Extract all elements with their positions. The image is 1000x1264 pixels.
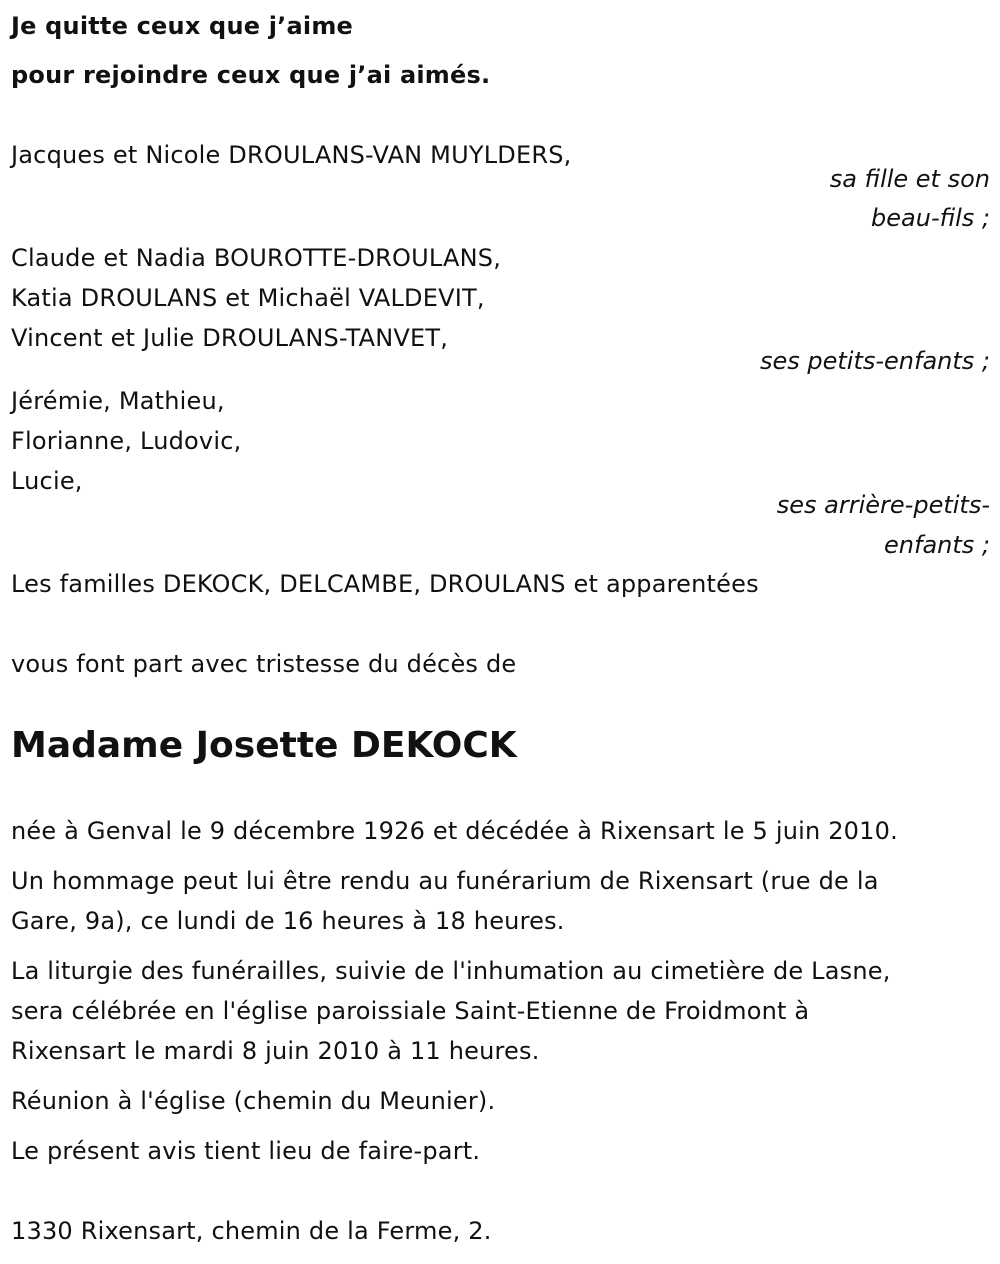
families: Les familles DEKOCK, DELCAMBE, DROULANS et apparentées: [11, 570, 759, 598]
epigraph-line-2: pour rejoindre ceux que j’ai aimés.: [11, 61, 491, 89]
liturgy-line-3: Rixensart le mardi 8 juin 2010 à 11 heures.: [11, 1037, 540, 1065]
announcement: vous font part avec tristesse du décès de: [11, 650, 517, 678]
great-grandchild-name-1: Jérémie, Mathieu,: [11, 387, 225, 415]
liturgy-line-2: sera célébrée en l'église paroissiale Saint-Etienne de Froidmont à: [11, 997, 810, 1025]
great-grandchildren-relation-line-2: enfants ;: [884, 531, 990, 559]
daughter-relation-line-1: sa fille et son: [829, 165, 990, 193]
deceased-name: Madame Josette DEKOCK: [11, 725, 517, 766]
grandchild-name-1: Claude et Nadia BOUROTTE-DROULANS,: [11, 244, 502, 272]
grandchild-name-2: Katia DROULANS et Michaël VALDEVIT,: [11, 284, 485, 312]
daughter-names: Jacques et Nicole DROULANS-VAN MUYLDERS,: [11, 141, 572, 169]
daughter-relation-line-2: beau-fils ;: [871, 204, 990, 232]
tribute-line-2: Gare, 9a), ce lundi de 16 heures à 18 heures.: [11, 907, 565, 935]
great-grandchild-name-3: Lucie,: [11, 467, 83, 495]
grandchildren-relation: ses petits-enfants ;: [759, 347, 990, 375]
epigraph-line-1: Je quitte ceux que j’aime: [11, 12, 354, 40]
meeting-location: Réunion à l'église (chemin du Meunier).: [11, 1087, 496, 1115]
grandchild-name-3: Vincent et Julie DROULANS-TANVET,: [11, 324, 449, 352]
liturgy-line-1: La liturgie des funérailles, suivie de l'inhumation au cimetière de Lasne,: [11, 957, 891, 985]
tribute-line-1: Un hommage peut lui être rendu au funérarium de Rixensart (rue de la: [11, 867, 879, 895]
family-address: 1330 Rixensart, chemin de la Ferme, 2.: [11, 1217, 492, 1245]
notice-statement: Le présent avis tient lieu de faire-part.: [11, 1137, 481, 1165]
great-grandchildren-relation-line-1: ses arrière-petits-: [776, 491, 990, 519]
great-grandchild-name-2: Florianne, Ludovic,: [11, 427, 242, 455]
birth-death-details: née à Genval le 9 décembre 1926 et décédée à Rixensart le 5 juin 2010.: [11, 817, 898, 845]
